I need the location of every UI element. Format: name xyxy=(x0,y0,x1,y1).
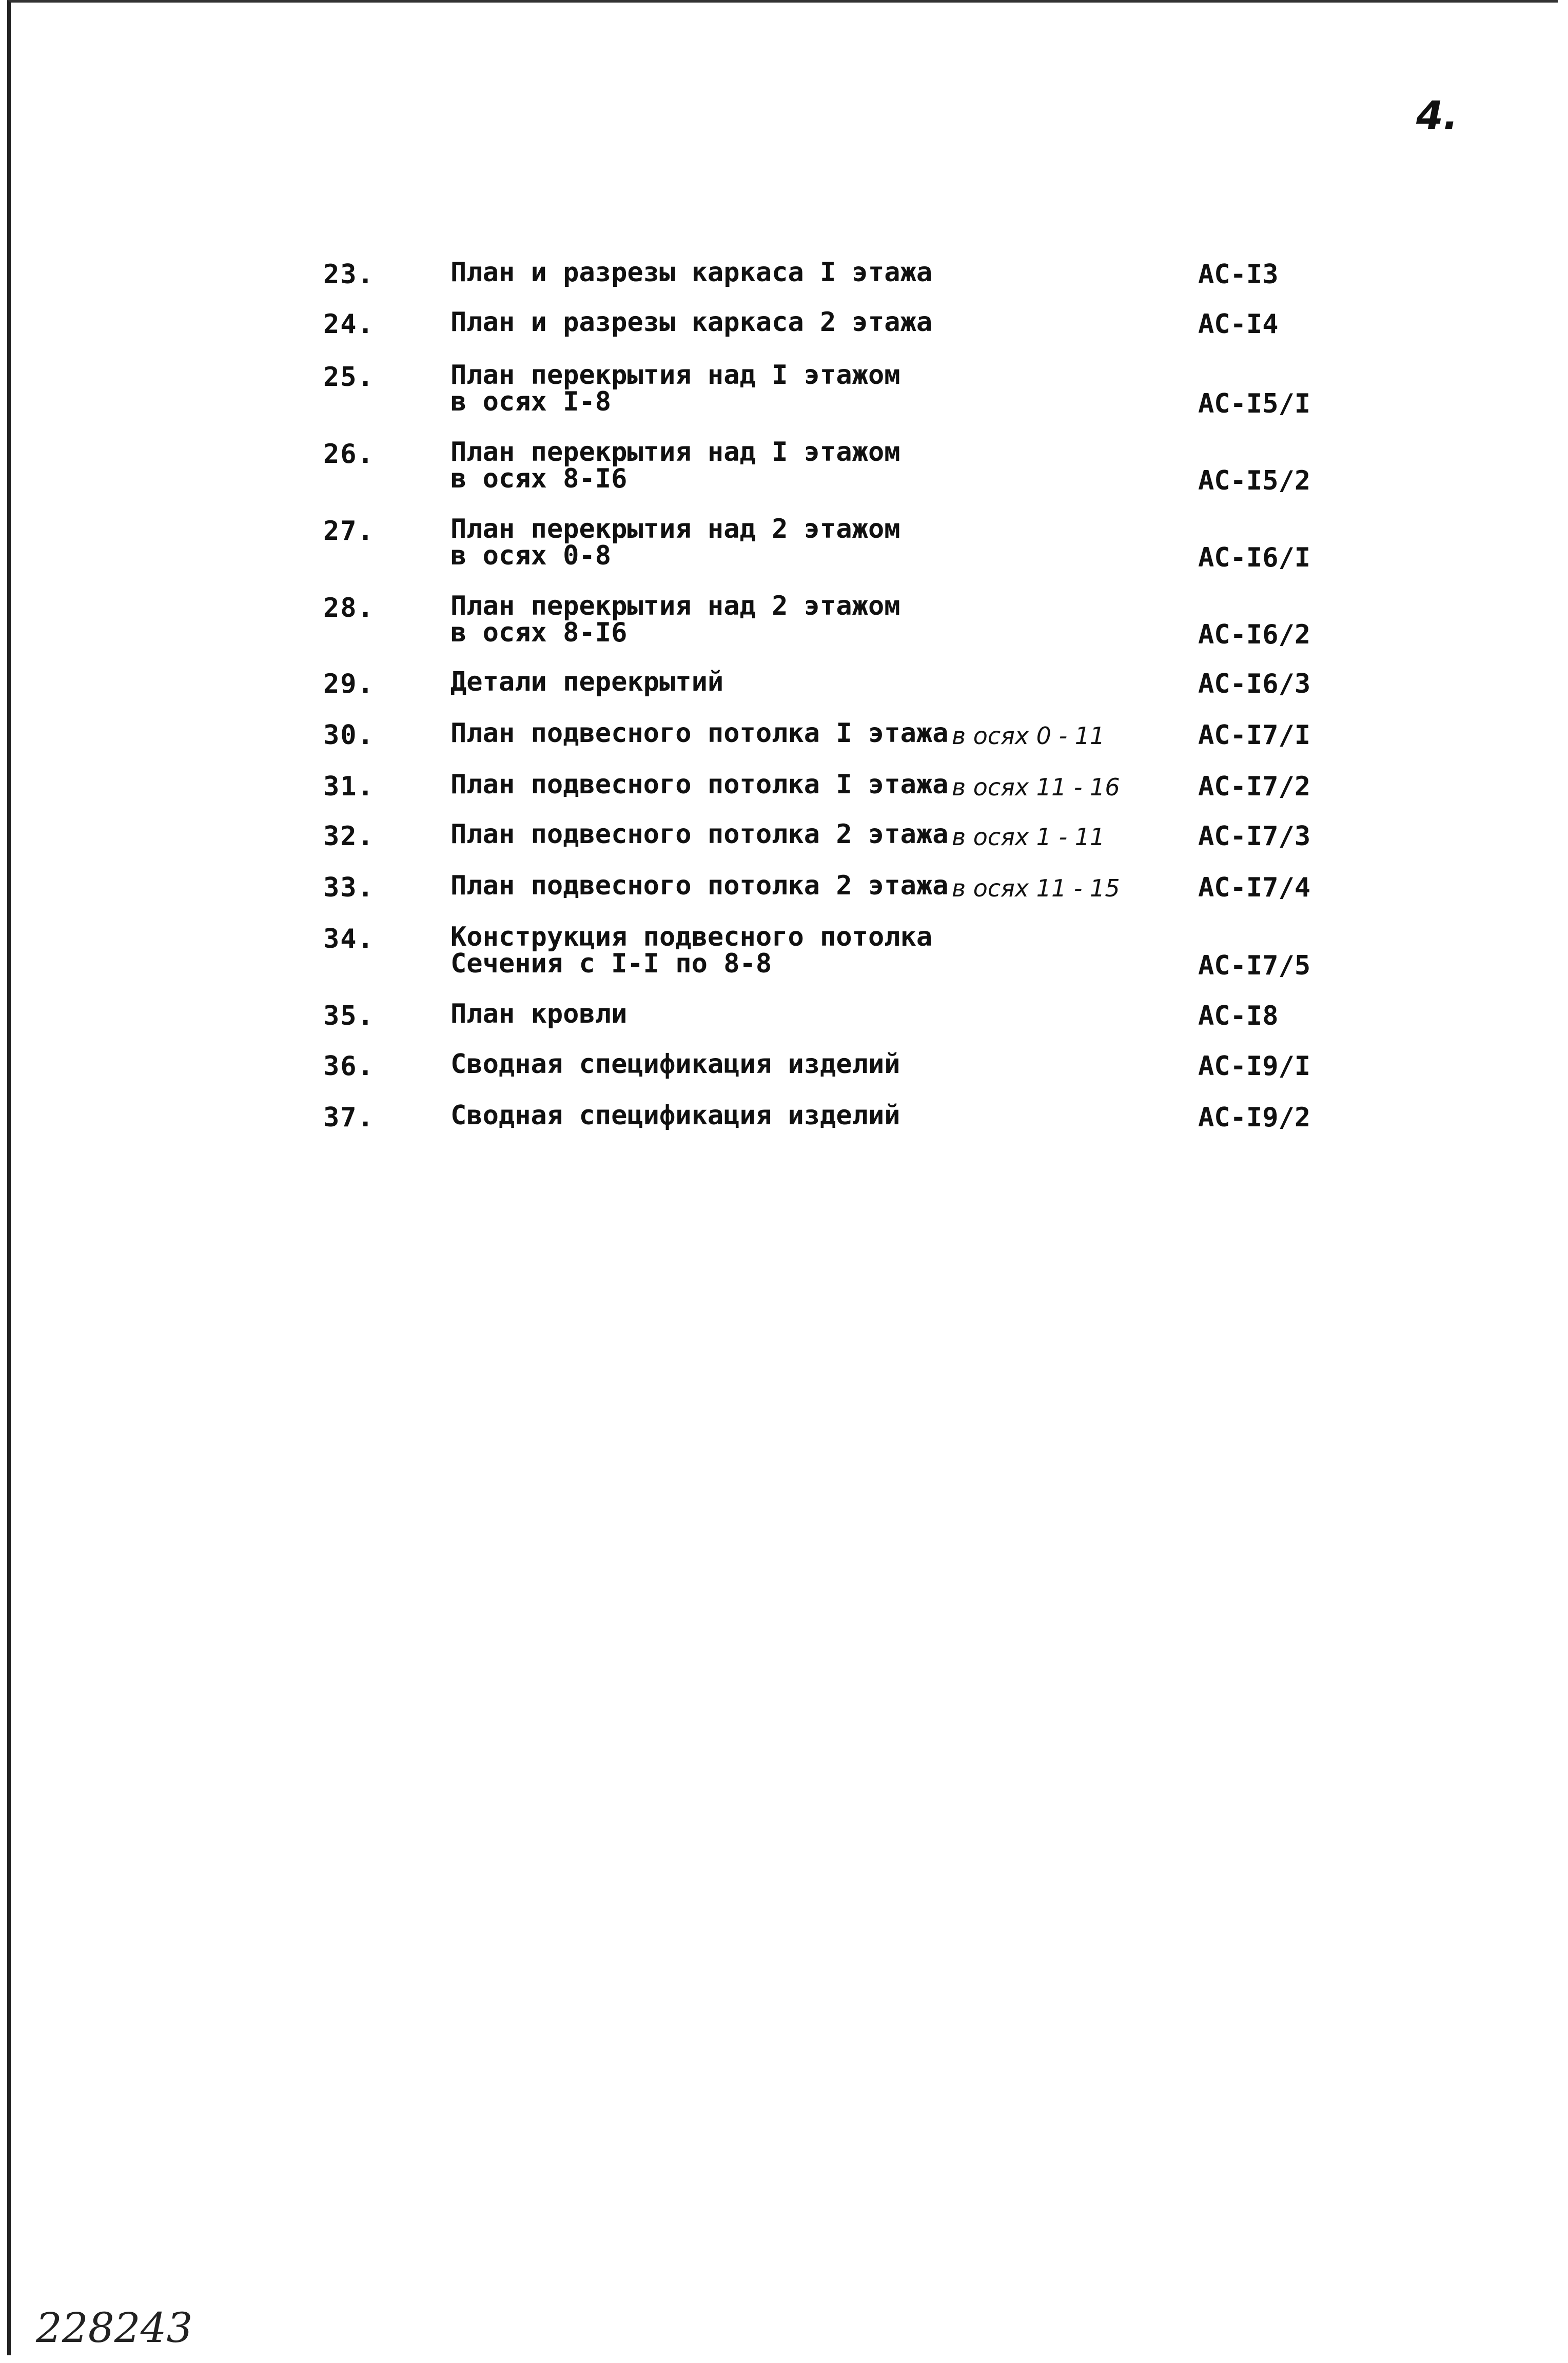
handwritten-axes-note: в осях 0 - 11 xyxy=(952,722,1105,750)
sheet-code: АС-I6/2 xyxy=(1198,619,1311,650)
handwritten-axes-note: в осях 1 - 11 xyxy=(952,823,1105,851)
archive-number: 228243 xyxy=(36,2304,193,2352)
item-title-line: Детали перекрытий xyxy=(450,667,724,697)
sheet-code: АС-I9/2 xyxy=(1198,1102,1311,1133)
item-number: 25. xyxy=(323,362,375,393)
item-title-line: в осях I-8 xyxy=(450,386,612,417)
item-number: 28. xyxy=(323,593,375,623)
item-number: 32. xyxy=(323,821,375,852)
item-title xyxy=(450,516,900,569)
sheet-code: АС-I5/2 xyxy=(1198,465,1311,496)
item-number: 37. xyxy=(323,1102,375,1133)
item-number: 24. xyxy=(323,309,375,340)
sheet-code: АС-I9/I xyxy=(1198,1051,1311,1082)
item-title xyxy=(450,924,932,977)
item-title xyxy=(450,259,932,286)
item-number: 34. xyxy=(323,924,375,954)
item-number: 33. xyxy=(323,872,375,903)
item-title xyxy=(450,309,932,336)
item-title-line: План и разрезы каркаса 2 этажа xyxy=(450,307,933,338)
item-title xyxy=(450,1102,900,1129)
item-title-line: План и разрезы каркаса I этажа xyxy=(450,257,933,288)
contents-list xyxy=(0,0,1568,1180)
item-title-line: План подвесного потолка I этажа xyxy=(450,718,949,749)
item-number: 26. xyxy=(323,439,375,470)
item-title-line: План подвесного потолка 2 этажа xyxy=(450,819,949,850)
item-title xyxy=(450,669,723,695)
item-title-line: в осях 8-I6 xyxy=(450,617,628,648)
item-number: 35. xyxy=(323,1001,375,1031)
item-number: 30. xyxy=(323,720,375,751)
item-title-line: в осях 8-I6 xyxy=(450,463,628,494)
item-title-line: План подвесного потолка 2 этажа xyxy=(450,870,949,901)
sheet-code: АС-I7/2 xyxy=(1198,771,1311,802)
item-title-line: План перекрытия над 2 этажом xyxy=(450,591,900,621)
sheet-code: АС-I3 xyxy=(1198,259,1279,290)
sheet-code: АС-I7/3 xyxy=(1198,821,1311,852)
item-title xyxy=(450,821,949,848)
sheet-code: АС-I7/5 xyxy=(1198,950,1311,981)
item-title-line: План подвесного потолка I этажа xyxy=(450,769,949,800)
item-number: 23. xyxy=(323,259,375,290)
item-title-line: План перекрытия над I этажом xyxy=(450,360,900,390)
item-title-line: Сводная спецификация изделий xyxy=(450,1049,900,1080)
page-number: 4. xyxy=(1416,92,1458,138)
item-number: 27. xyxy=(323,516,375,546)
item-title xyxy=(450,1001,627,1027)
sheet-code: АС-I7/4 xyxy=(1198,872,1311,903)
item-title-line: План перекрытия над I этажом xyxy=(450,437,900,467)
sheet-code: АС-I6/3 xyxy=(1198,669,1311,699)
item-title xyxy=(450,872,949,899)
item-title-line: План кровли xyxy=(450,999,628,1029)
item-title-line: Сводная спецификация изделий xyxy=(450,1100,900,1131)
item-title xyxy=(450,1051,900,1078)
handwritten-axes-note: в осях 11 - 16 xyxy=(952,773,1120,801)
sheet-code: АС-I8 xyxy=(1198,1001,1279,1031)
handwritten-axes-note: в осях 11 - 15 xyxy=(952,874,1120,902)
item-title xyxy=(450,720,949,747)
sheet-code: АС-I7/I xyxy=(1198,720,1311,751)
item-title-line: План перекрытия над 2 этажом xyxy=(450,514,900,544)
item-title xyxy=(450,362,900,415)
sheet-code: АС-I6/I xyxy=(1198,542,1311,573)
item-number: 31. xyxy=(323,771,375,802)
item-title-line: Сечения с I-I по 8-8 xyxy=(450,948,772,979)
item-number: 36. xyxy=(323,1051,375,1082)
item-number: 29. xyxy=(323,669,375,699)
item-title xyxy=(450,593,900,646)
item-title xyxy=(450,439,900,492)
item-title-line: в осях 0-8 xyxy=(450,540,612,571)
item-title xyxy=(450,771,949,798)
sheet-code: АС-I5/I xyxy=(1198,388,1311,419)
sheet-code: АС-I4 xyxy=(1198,309,1279,340)
item-title-line: Конструкция подвесного потолка xyxy=(450,922,933,952)
